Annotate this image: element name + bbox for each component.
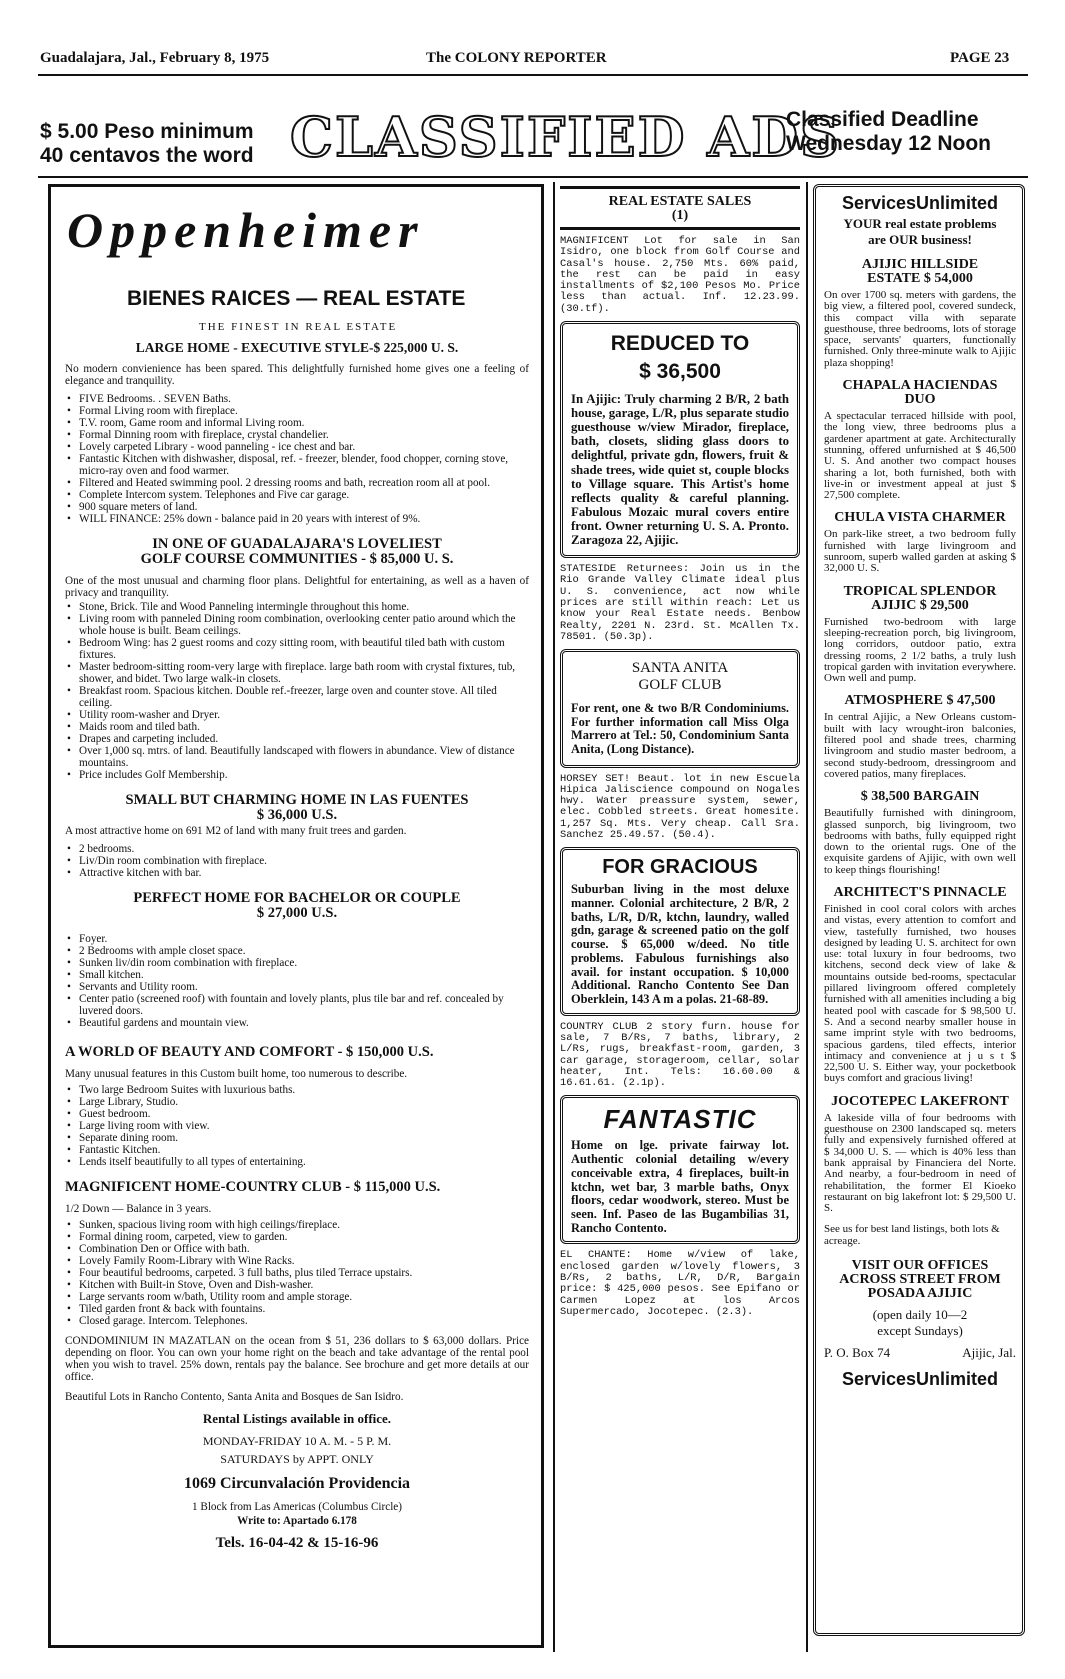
feature-list <box>65 1219 529 1327</box>
feature-item: • Fantastic Kitchen. <box>79 1144 529 1156</box>
visit-offices: ACROSS STREET FROM <box>839 1272 1001 1287</box>
land-listings-note: See us for best land listings, both lots & acreage. <box>824 1223 1000 1247</box>
santa-anita-ad <box>560 649 800 767</box>
rate-line-2: 40 centavos the word <box>40 144 254 167</box>
listing-body: A lakeside villa of four bedrooms with guesthouse on 2300 landscaped sq. meters fully and expensively furnished offered at $ 34,000 U. S. — which is 40% less than bank appraisal by Financiera del Norte. And nearby, a four-bedroom in need of rehabilitation, the former El Kioeko restaurant on big lakefront lot: $ 29,500 U. S. <box>824 1111 1016 1215</box>
feature-item: • Servants and Utility room. <box>79 981 529 993</box>
listing-intro: Many unusual features in this Custom built home, too numerous to describe. <box>65 1068 408 1080</box>
section-rule <box>560 186 800 189</box>
listing-intro: One of the most unusual and charming floor plans. Delightful for entertaining, as well as a haven of privacy and tranquility. <box>65 575 529 599</box>
feature-item: • Fantastic Kitchen with dishwasher, disposal, ref. - freezer, blender, food chopper, corning stove, micro-ray oven and food warmer. <box>79 453 529 477</box>
listing-title: ATMOSPHERE $ 47,500 <box>844 693 996 709</box>
mailing-address: Write to: Apartado 6.178 <box>237 1515 357 1527</box>
feature-item: • Kitchen with Built-in Stove, Oven and Dish-washer. <box>79 1279 529 1291</box>
po-box: P. O. Box 74 <box>824 1345 891 1360</box>
feature-item: • 2 bedrooms. <box>79 843 529 855</box>
feature-item: • Living room with panneled Dining room combination, overlooking center patio around which the whole house is built. Beam ceilings. <box>79 613 529 637</box>
santa-anita-title: SANTA ANITA <box>631 660 729 677</box>
paper-name: The COLONY REPORTER <box>426 50 607 66</box>
feature-item: • Sunken liv/din room combination with fireplace. <box>79 957 529 969</box>
oppenheimer-name: Oppenheimer <box>67 202 425 258</box>
feature-item: • 900 square meters of land. <box>79 501 529 513</box>
feature-item: • Drapes and carpeting included. <box>79 733 529 745</box>
column-rule <box>553 182 555 1652</box>
listing-title: MAGNIFICENT HOME-COUNTRY CLUB - $ 115,000 U.S. <box>65 1179 441 1195</box>
feature-item: • Bedroom Wing: has 2 guest rooms and cozy sitting room, with beautiful tiled bath with custom fixtures. <box>79 637 529 661</box>
classified-stateside: STATESIDE Returnees: Join us in the Rio Grande Valley Climate ideal plus U. S. convenience, act now while prices are still within reach: Let us know your Real Estate needs. Benbow Realty, 2201 N. 23rd. St. McAllen Tx. 78501. (50.3p). <box>560 563 800 643</box>
classified-horsey: HORSEY SET! Beaut. lot in new Escuela Hipica Jaliscience compound on Nogales hwy. Water preassure system, sewer, elec. Cobbled streets. Great homesite. 1,257 Sq. Mts. Very cheap. Call Sra. Sanchez 25.49.57. (50.4). <box>560 772 800 842</box>
oppenheimer-subtitle: BIENES RAICES — REAL ESTATE <box>127 287 466 310</box>
feature-item: • Formal Dinning room with fireplace, crystal chandelier. <box>79 429 529 441</box>
office-hours-weekday: MONDAY-FRIDAY 10 A. M. - 5 P. M. <box>202 1434 392 1448</box>
listing-title: DUO <box>904 392 936 408</box>
feature-item: • Complete Intercom system. Telephones and Five car garage. <box>79 489 529 501</box>
gracious-body: Suburban living in the most deluxe manner. Colonial architecture, 2 B/R, 2 baths, L/R, D/R, ktchn, laundry, walled gdn, garage & screened patio on the golf course. $ 65,000 w/deed. No title problems. Fabulous furnishings also avail. for instant occupation. $ 10,000 Additional. Rancho Contento See Dan Oberklein, 143 A m a polas. 21-68-89. <box>571 882 789 1006</box>
oppenheimer-ad <box>48 184 544 1648</box>
listing-title: $ 27,000 U.S. <box>256 905 338 921</box>
masthead-rule <box>38 74 1028 76</box>
gracious-title: FOR GRACIOUS <box>602 856 758 879</box>
listing-body: In central Ajijic, a New Orleans custom-built with lacy wrought-iron balconies, filtered pool and shade trees, charming livingroom and studio master bedroom, a second study-bedroom, dressingroom and covered patios, many fireplaces. <box>824 711 1016 780</box>
dateline: Guadalajara, Jal., February 8, 1975 <box>40 50 270 66</box>
town: Ajijic, Jal. <box>962 1345 1016 1360</box>
feature-item: • FIVE Bedrooms. . SEVEN Baths. <box>79 393 529 405</box>
listing-title: IN ONE OF GUADALAJARA'S LOVELIEST <box>152 536 442 552</box>
listing-title: TROPICAL SPLENDOR <box>843 583 997 599</box>
fantastic-body: Home on lge. private fairway lot. Authentic colonial detailing w/every conceivable extra, 4 fireplaces, built-in ktchn, wet bar, 3 marble baths, Onyx floors, cedar woodwork, stereo. Must be seen. Inf. Paseo de las Bugambilias 31, Rancho Contento. <box>571 1138 789 1235</box>
fantastic-title: FANTASTIC <box>603 1104 757 1135</box>
open-hours: (open daily 10—2 <box>872 1307 968 1322</box>
listing-intro: 1/2 Down — Balance in 3 years. <box>65 1203 212 1215</box>
feature-item: • Large Library, Studio. <box>79 1096 529 1108</box>
listing-title: AJIJIC $ 29,500 <box>871 597 969 613</box>
reduced-ad <box>560 321 800 558</box>
listing-title: AJIJIC HILLSIDE <box>861 257 979 272</box>
feature-item: • Liv/Din room combination with fireplace. <box>79 855 529 867</box>
feature-item: • Large living room with view. <box>79 1120 529 1132</box>
santa-anita-subtitle: GOLF CLUB <box>638 677 722 694</box>
reduced-price: $ 36,500 <box>639 360 721 384</box>
listing-intro: No modern convienience has been spared. This delightfully furnished home gives one a feeling of elegance and tranquility. <box>65 363 529 387</box>
listing-title: ESTATE $ 54,000 <box>867 271 973 286</box>
feature-item: • Formal dining room, carpeted, view to garden. <box>79 1231 529 1243</box>
gracious-ad <box>560 847 800 1015</box>
listing-title: SMALL BUT CHARMING HOME IN LAS FUENTES <box>125 792 469 808</box>
phone-numbers: Tels. 16-04-42 & 15-16-96 <box>215 1535 379 1551</box>
services-name: ServicesUnlimited <box>841 193 999 213</box>
feature-item: • 2 Bedrooms with ample closet space. <box>79 945 529 957</box>
listing-title: GOLF COURSE COMMUNITIES - $ 85,000 U. S. <box>140 551 454 567</box>
office-hours-saturday: SATURDAYS by APPT. ONLY <box>220 1452 374 1466</box>
services-tagline-2: are OUR business! <box>868 232 972 247</box>
feature-list <box>65 393 529 525</box>
feature-item: • Separate dining room. <box>79 1132 529 1144</box>
feature-item: • Stone, Brick. Tile and Wood Panneling intermingle throughout this home. <box>79 601 529 613</box>
feature-item: • Large servants room w/bath, Utility room and ample storage. <box>79 1291 529 1303</box>
feature-item: • Small kitchen. <box>79 969 529 981</box>
oppenheimer-body <box>65 340 529 1552</box>
feature-item: • Master bedroom-sitting room-very large with fireplace. large bath room with crystal fixtures, tub, shower, and bidet. Two large walk-in closets. <box>79 661 529 685</box>
feature-item: • Lends itself beautifully to all types of entertaining. <box>79 1156 529 1168</box>
feature-item: • Guest bedroom. <box>79 1108 529 1120</box>
listing-body: Finished in cool coral colors with arches and vistas, every attention to comfort and view, tastefully furnished, two houses designed by leading U. S. architect for own use: total luxury in four bedrooms, two kitchens, second deck view of lake & mountains outside bed-rooms, spectacular pillared livingroom offered completely furnished with all amenities including a big heated pool with cascade for $ 98,500 U. S. And a second nearby smaller house in same imprint style with two bedrooms, spacious gardens, tiled effects, interior intimacy and convenience at j u s t $ 22,500 U. S. Either way, your pocketbook buys comfort and gracious living! <box>824 902 1016 1085</box>
condo-listing: CONDOMINIUM IN MAZATLAN on the ocean from $ 51, 236 dollars to $ 63,000 dollars. Price depending on floor. You can own your home right on the beach and take advantage of the rental pool when you wish to travel. 25% down, rentals pay the balance. See brochure and get more details at our office. <box>65 1335 529 1383</box>
feature-item: • Foyer. <box>79 933 529 945</box>
listing-title: PERFECT HOME FOR BACHELOR OR COUPLE <box>133 890 461 906</box>
listing-body: Furnished two-bedroom with large sleeping-recreation porch, big livingroom, long corridors, outdoor patio, extra dressing rooms, 2 1/2 baths, a truly lush tropical garden with invitation everywhere. Own well and pump. <box>824 615 1016 685</box>
listing-title: LARGE HOME - EXECUTIVE STYLE-$ 225,000 U. S. <box>135 340 459 355</box>
visit-offices: VISIT OUR OFFICES <box>851 1258 989 1273</box>
services-body <box>824 193 1016 1390</box>
listing-title: A WORLD OF BEAUTY AND COMFORT - $ 150,000 U.S. <box>65 1044 434 1060</box>
real-estate-sales-column <box>560 186 800 1318</box>
services-unlimited-ad <box>813 184 1025 1636</box>
feature-list <box>65 601 529 781</box>
feature-item: • Closed garage. Intercom. Telephones. <box>79 1315 529 1327</box>
feature-item: • Sunken, spacious living room with high ceilings/fireplace. <box>79 1219 529 1231</box>
feature-item: • Breakfast room. Spacious kitchen. Double ref.-freezer, large oven and counter stove. All tiled ceiling. <box>79 685 529 709</box>
santa-anita-body: For rent, one & two B/R Condominiums. For further information call Miss Olga Marrero at Tel.: 50, Condominium Santa Anita, (Long Distance). <box>571 701 789 756</box>
visit-offices: POSADA AJIJIC <box>867 1286 973 1301</box>
classified-country-club: COUNTRY CLUB 2 story furn. house for sale, 7 B/Rs, 7 baths, library, 2 L/Rs, rugs, breakfast-room, garden, 3 car garage, storageroom, cellar, solar heater, Int. Tels: 16.60.00 & 16.61.61. (2.1p). <box>560 1020 800 1090</box>
feature-item: • Tiled garden front & back with fountains. <box>79 1303 529 1315</box>
office-directions: 1 Block from Las Americas (Columbus Circle) <box>191 1501 403 1513</box>
fantastic-ad <box>560 1095 800 1244</box>
listing-title: ARCHITECT'S PINNACLE <box>833 884 1007 900</box>
listing-title: $ 36,000 U.S. <box>256 807 338 823</box>
services-footer-name: ServicesUnlimited <box>841 1369 999 1389</box>
deadline-line-2: Wednesday 12 Noon <box>786 132 991 155</box>
listing-body: On park-like street, a two bedroom fully furnished with large livingroom and sunroom, superb walled garden at asking $ 32,000 U. S. <box>824 528 1016 575</box>
feature-item: • Price includes Golf Membership. <box>79 769 529 781</box>
section-heading: REAL ESTATE SALES <box>608 194 752 209</box>
rate-line-1: $ 5.00 Peso minimum <box>40 120 254 143</box>
rental-listings: Rental Listings available in office. <box>202 1411 392 1426</box>
feature-item: • Filtered and Heated swimming pool. 2 dressing rooms and bath, recreation room all at pool. <box>79 477 529 489</box>
listing-title: CHAPALA HACIENDAS <box>842 378 998 394</box>
feature-item: • Attractive kitchen with bar. <box>79 867 529 879</box>
feature-item: • Center patio (screened roof) with fountain and lovely plants, plus tile bar and ref. concealed by luvered doors. <box>79 993 529 1017</box>
feature-list <box>65 843 529 879</box>
listing-title: CHULA VISTA CHARMER <box>834 510 1006 526</box>
feature-item: • T.V. room, Game room and informal Living room. <box>79 417 529 429</box>
listing-body: A spectacular terraced hillside with pool, the long view, three bedrooms plus a gardener apartment at gate. Architecturally stunning, offered unfurnished at $ 46,500 U. S. And another two compact houses sharing a lot, both furnished, both with live-in or investment appeal at just $ 27,500 complete. <box>824 410 1016 502</box>
listing-intro: A most attractive home on 691 M2 of land with many fruit trees and garden. <box>65 825 407 837</box>
column-rule <box>806 182 808 1652</box>
feature-item: • Formal Living room with fireplace. <box>79 405 529 417</box>
open-hours: except Sundays) <box>877 1323 963 1338</box>
feature-item: • Beautiful gardens and mountain view. <box>79 1017 529 1029</box>
classified-el-chante: EL CHANTE: Home w/view of lake, enclosed garden w/lovely flowers, 3 B/Rs, 2 baths, L/R, D/R, Bargain price: $ 425,000 pesos. See Epifano or Carmen Lopez at los Arcos Supermercado, Jocotepec. (2.3). <box>560 1249 800 1318</box>
services-tagline-1: YOUR real estate problems <box>843 216 997 231</box>
oppenheimer-tagline: THE FINEST IN REAL ESTATE <box>199 321 398 333</box>
feature-item: • Over 1,000 sq. mtrs. of land. Beautifully landscaped with flowers in abundance. View of distance mountains. <box>79 745 529 769</box>
feature-item: • Four beautiful bedrooms, carpeted. 3 full baths, plus tiled Terrace upstairs. <box>79 1267 529 1279</box>
reduced-title: REDUCED TO <box>610 332 750 356</box>
listing-body: Beautifully furnished with diningroom, glassed sunporch, big livingroom, two bedrooms with baths, fully equipped right down to the oriental rugs. One of the exquisite gardens of Ajijic, with own well to keep things flourishing! <box>824 807 1016 876</box>
listing-title: JOCOTEPEC LAKEFRONT <box>831 1093 1009 1109</box>
lots-listing: Beautiful Lots in Rancho Contento, Santa Anita and Bosques de San Isidro. <box>65 1391 404 1403</box>
listing-title: $ 38,500 BARGAIN <box>860 789 980 805</box>
page-number: PAGE 23 <box>950 50 1010 66</box>
deadline-line-1: Classified Deadline <box>786 108 979 131</box>
feature-list <box>65 933 529 1029</box>
feature-item: • Two large Bedroom Suites with luxurious baths. <box>79 1084 529 1096</box>
section-rule <box>560 227 800 230</box>
feature-list <box>65 1084 529 1168</box>
contact-row <box>824 1345 1016 1361</box>
feature-item: • Lovely Family Room-Library with Wine Racks. <box>79 1255 529 1267</box>
classified-title: CLASSIFIED ADS <box>290 105 842 169</box>
feature-item: • Utility room-washer and Dryer. <box>79 709 529 721</box>
classified-magnificent: MAGNIFICENT Lot for sale in San Isidro, one block from Golf Course and Casal's house. 2,750 Mts. 60% paid, the rest can be paid in easy installments of $2,100 Pesos Mo. Price less than actual. Inf. 12.23.99. (30.tf). <box>560 235 800 315</box>
feature-item: • Lovely carpeted Library - wood panneling - ice chest and bar. <box>79 441 529 453</box>
section-number: (1) <box>671 208 689 223</box>
header-rule <box>38 176 1028 178</box>
feature-item: • Maids room and tiled bath. <box>79 721 529 733</box>
feature-item: • Combination Den or Office with bath. <box>79 1243 529 1255</box>
office-address: 1069 Circunvalación Providencia <box>183 1475 411 1492</box>
reduced-body: In Ajijic: Truly charming 2 B/R, 2 bath house, garage, L/R, plus separate studio guesthouse w/view Mirador, fireplace, bath, closets, sliding glass doors to delightful, private gdn, flowers, fruit & shade trees, wide quiet st, couple blocks to Village square. This Artist's home reflects quality & careful planning. Fabulous Mozaic mural covers entire front. Owner returning U. S. A. Pronto. Zaragoza 22, Ajijic. <box>571 392 789 548</box>
feature-item: • WILL FINANCE: 25% down - balance paid in 20 years with interest of 9%. <box>79 513 529 525</box>
listing-body: On over 1700 sq. meters with gardens, the big view, a filtered pool, covered sundeck, this compact villa with separate guesthouse, three bedrooms, lots of storage space, servants' quarters, functionally furnished. Only three-minute walk to Ajijic plaza shopping! <box>824 289 1016 369</box>
